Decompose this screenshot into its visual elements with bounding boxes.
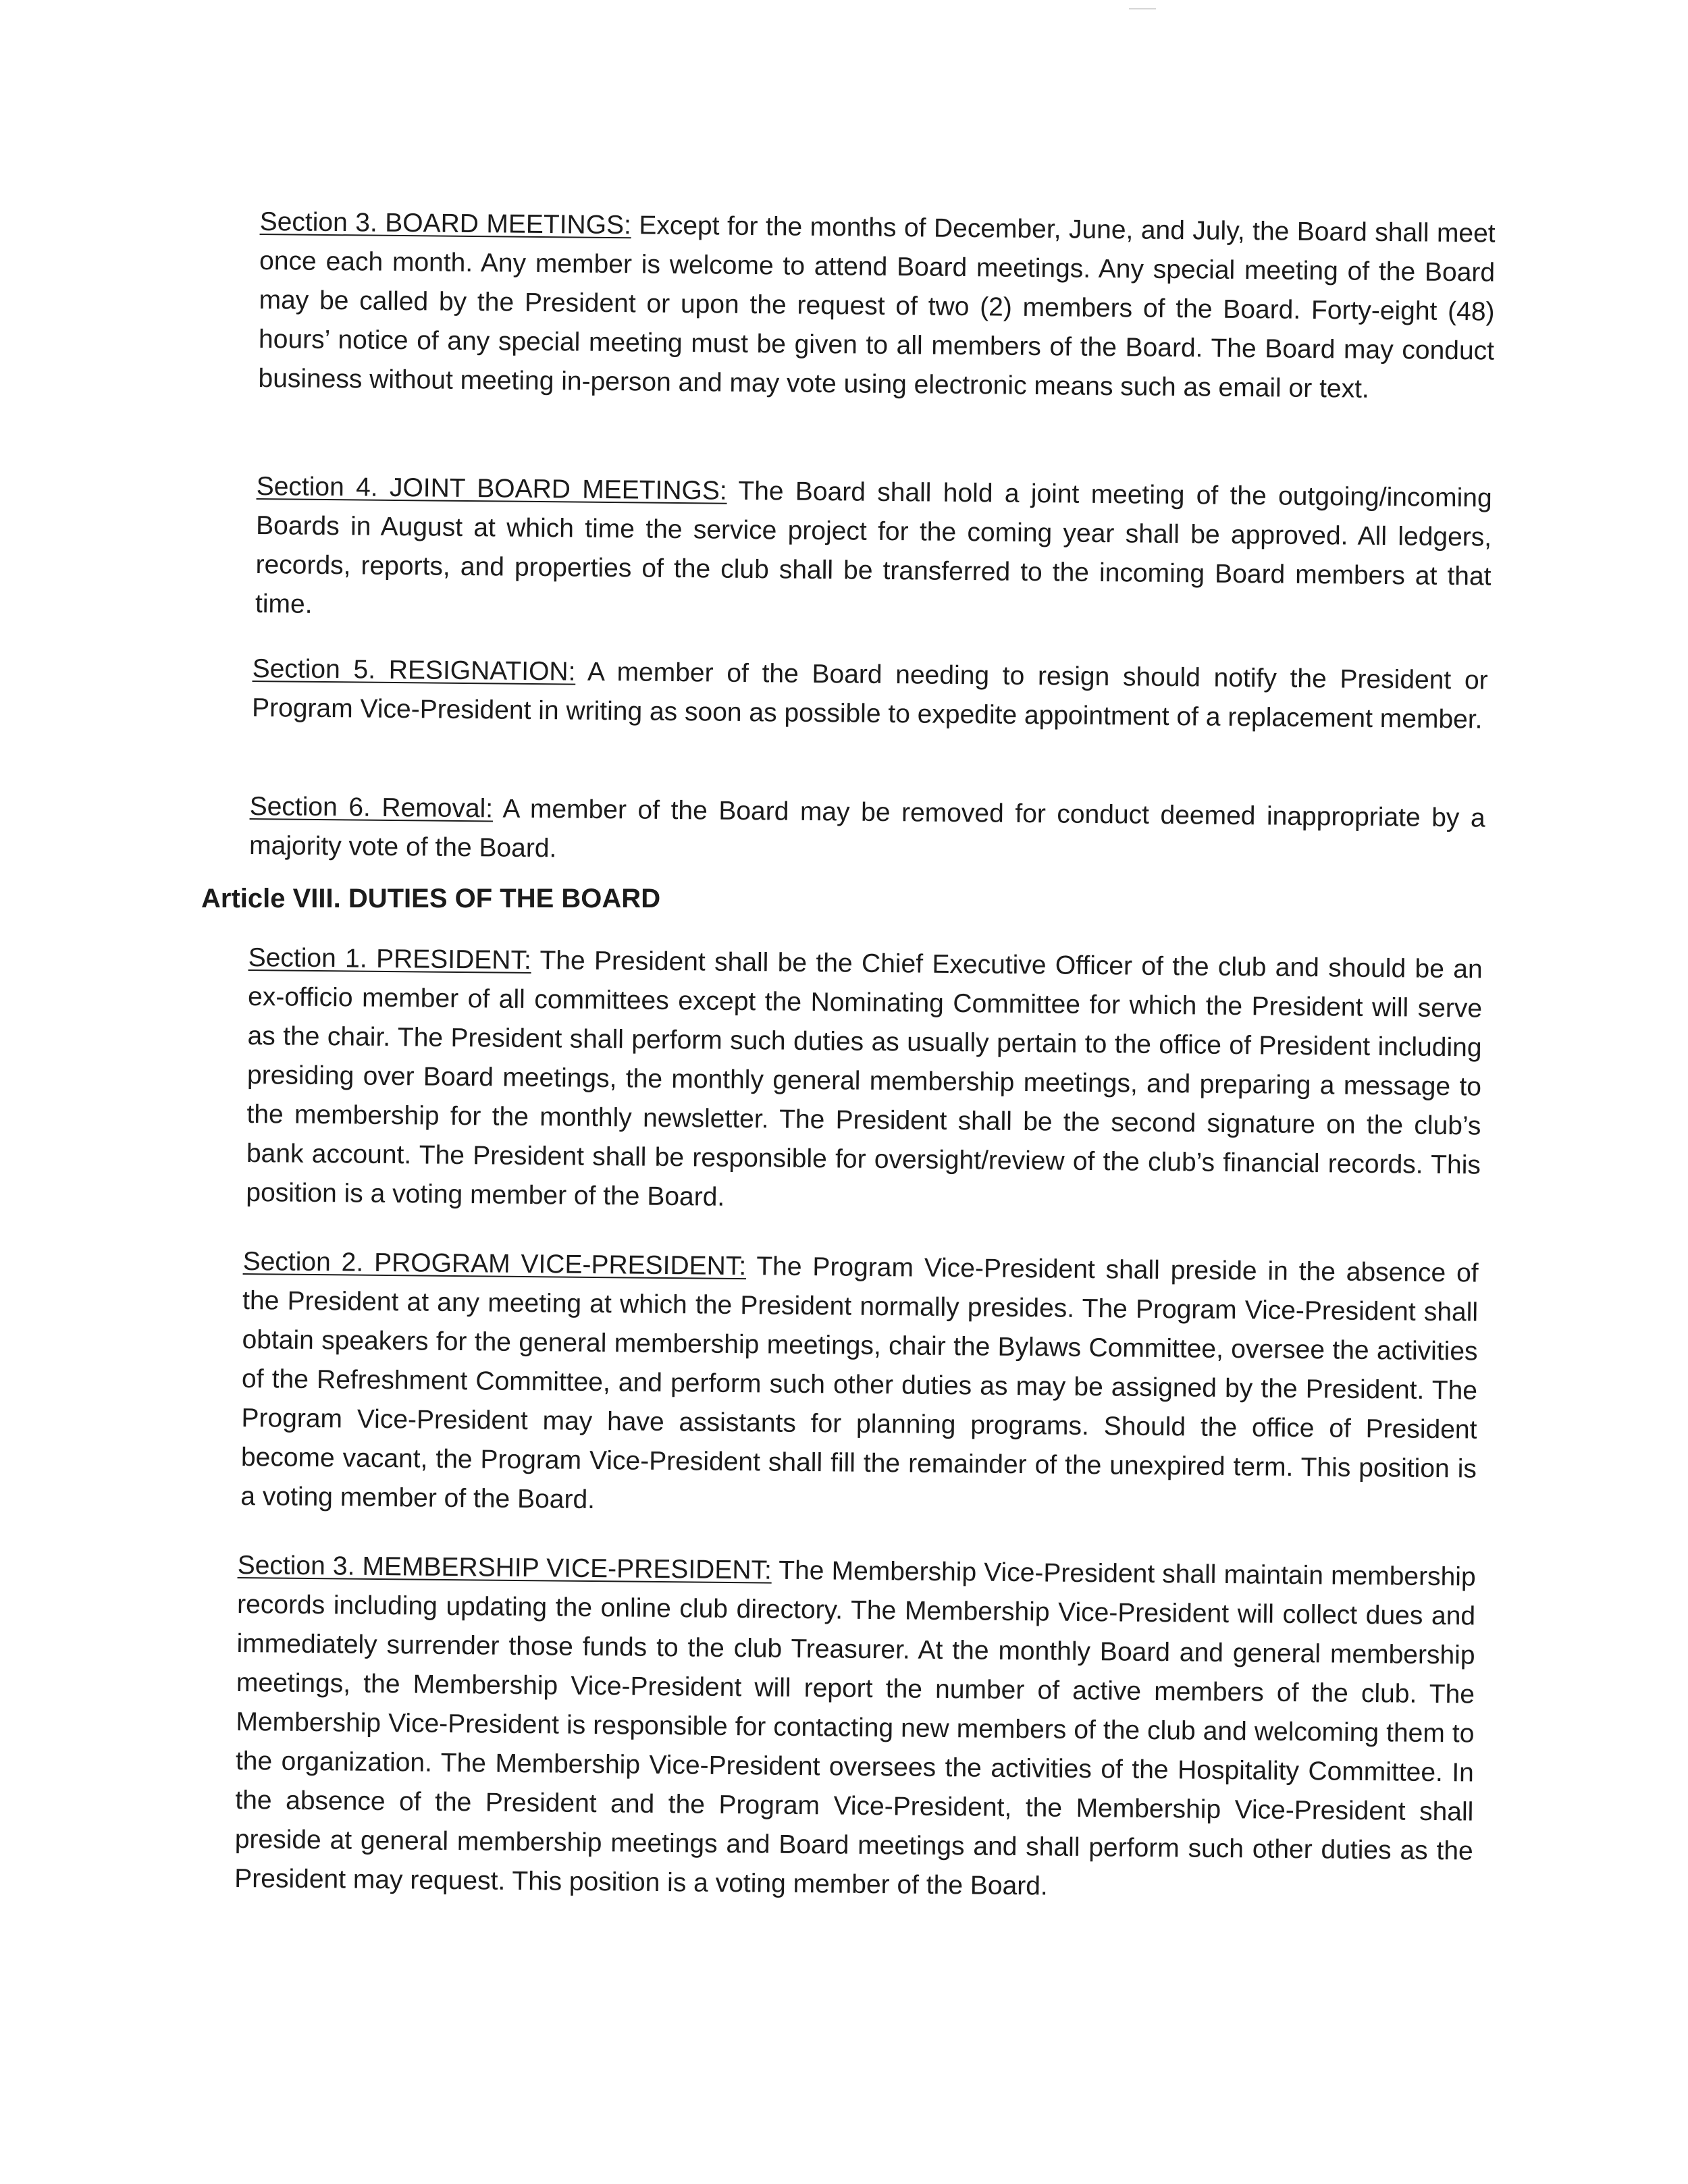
section-body: The Membership Vice-President shall maintain membership records including updating the online club directory. The Membership Vice-President will collect dues and immediately surrender those funds to the club Treasurer. At the monthly Board and general membership meetings, the Membership Vice-President will report the number of active members of the club. The Membership Vice-President is responsible for contacting new members of the club and welcoming them to the organization. The Membership Vice-President oversees the activities of the Hospitality Committee. In the absence of the President and the Program Vice-President, the Membership Vice-President shall preside at general membership meetings and Board meetings and shall perform such other duties as the President may request. This position is a voting member of the Board. [234,1555,1476,1901]
program-vice-president-section [240,1242,1479,1528]
section-heading: Section 2. PROGRAM VICE-PRESIDENT: [242,1246,747,1281]
section-body: A member of the Board may be removed for conduct deemed inappropriate by a majority vote of the Board. [248,794,1485,863]
joint-board-meetings-section [255,467,1492,636]
membership-vice-president-section [234,1546,1476,1911]
section-heading: Section 5. RESIGNATION: [252,654,576,687]
section-body: The Board shall hold a joint meeting of the outgoing/incoming Boards in August at which time the service project for the coming year shall be approved. All ledgers, records, reports, and properties of the club shall be transferred to the incoming Board members at that time. [255,476,1492,619]
section-heading: Section 4. JOINT BOARD MEETINGS: [256,471,727,506]
removal-section [249,787,1485,878]
section-heading: Section 3. BOARD MEETINGS: [259,207,632,240]
resignation-section [252,649,1488,740]
section-body: A member of the Board needing to resign should notify the President or Program Vice-President in writing as soon as possible to expedite appointment of a replacement member. [251,657,1488,735]
section-heading: Section 1. PRESIDENT: [248,942,531,976]
president-section [246,938,1483,1225]
article-title: Article VIII. DUTIES OF THE BOARD [201,884,661,913]
section-heading: Section 3. MEMBERSHIP VICE-PRESIDENT: [237,1550,772,1585]
board-meetings-section [258,203,1496,410]
scan-artifact [1129,8,1156,9]
section-body: The Program Vice-President shall preside in the absence of the President at any meeting at which the President normally presides. The Program Vice-President shall obtain speakers for the general membership meetings, chair the Bylaws Committee, oversee the activities of the Refreshment Committee, and perform such other duties as may be assigned by the President. The Program Vice-President may have assistants for planning programs. Should the office of President become vacant, the Program Vice-President shall fill the remainder of the unexpired term. This position is a voting member of the Board. [240,1252,1479,1515]
section-body: The President shall be the Chief Executive Officer of the club and should be an ex-officio member of all committees except the Nominating Committee for which the President will serve as the chair. The President shall perform such duties as usually pertain to the office of President including presiding over Board meetings, the monthly general membership meetings, and preparing a message to the membership for the monthly newsletter. The President shall be the second signature on the club’s bank account. The President shall be responsible for oversight/review of the club’s financial records. This position is a voting member of the Board. [246,946,1483,1212]
section-body: Except for the months of December, June, and July, the Board shall meet once each month. Any member is welcome to attend Board meetings. Any special meeting of the Board may be called by the President or upon the request of two (2) members of the Board. Forty-eight (48) hours’ notice of any special meeting must be given to all members of the Board. The Board may conduct business without meeting in-person and may vote using electronic means such as email or text. [258,211,1496,404]
section-heading: Section 6. Removal: [249,791,494,824]
